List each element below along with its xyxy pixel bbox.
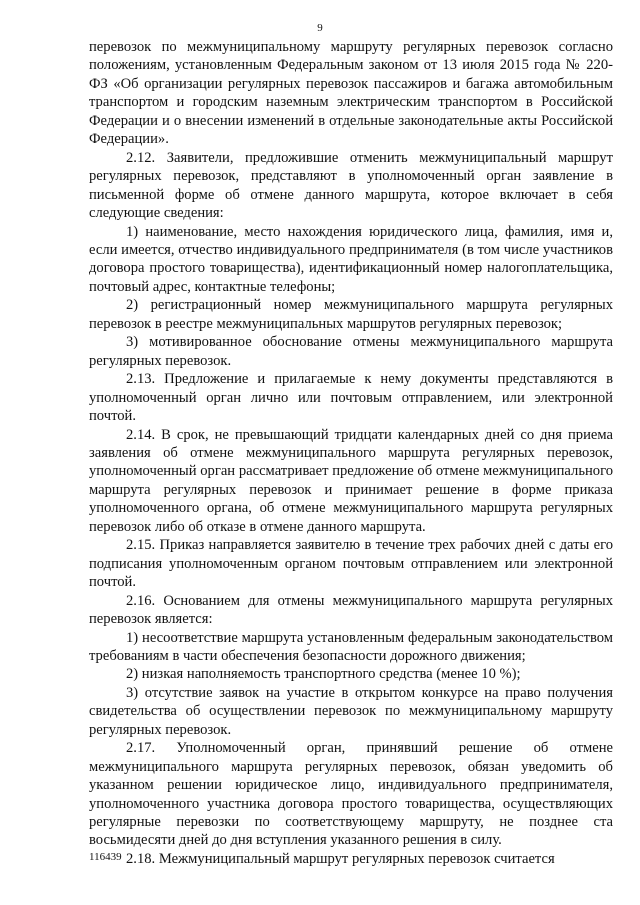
paragraph-2-12-item-3: 3) мотивированное обоснование отмены межмуниципального маршрута регулярных перевозок. <box>89 334 613 369</box>
document-code: 116439 <box>89 851 122 863</box>
paragraph-2-16-item-1: 1) несоответствие маршрута установленным федеральным законодательством требованиям в части обеспечения безопасности дорожного движения; <box>89 629 613 664</box>
paragraph-2-15: 2.15. Приказ направляется заявителю в течение трех рабочих дней с даты его подписания уполномоченным органом почтовым отправлением или электронной почтой. <box>89 537 613 591</box>
paragraph-2-17: 2.17. Уполномоченный орган, принявший решение об отмене межмуниципального маршрута регулярных перевозок, обязан уведомить об указанном решении юридическое лицо, индивидуального предпринимателя, уполномоченного участника договора простого товарищества, осуществляющих регулярные перевозки по соответствующему маршруту, не позднее ста восьмидесяти дней до дня вступления указанного решения в силу. <box>89 740 613 849</box>
paragraph-2-14: 2.14. В срок, не превышающий тридцати календарных дней со дня приема заявления об отмене межмуниципального маршрута регулярных перевозок, уполномоченный орган рассматривает предложение об отмене межмуниципального маршрута регулярных перевозок и принимает решение в форме приказа уполномоченного органа, об отмене межмуниципального маршрута регулярных перевозок либо об отказе в отмене данного маршрута. <box>89 426 613 535</box>
document-body <box>89 38 613 868</box>
page-number: 9 <box>317 22 323 34</box>
paragraph-2-18: 2.18. Межмуниципальный маршрут регулярных перевозок считается <box>126 850 555 867</box>
paragraph-2-16: 2.16. Основанием для отмены межмуниципального маршрута регулярных перевозок является: <box>89 592 613 628</box>
paragraph-continuation: перевозок по межмуниципальному маршруту регулярных перевозок согласно положениям, установленным Федеральным законом от 13 июля 2015 года № 220-ФЗ «Об организации регулярных перевозок пассажиров и багажа автомобильным транспортом и городским наземным электрическим транспортом в Российской Федерации и о внесении изменений в отдельные законодательные акты Российской Федерации». <box>89 39 613 148</box>
paragraph-2-16-item-2: 2) низкая наполняемость транспортного средства (менее 10 %); <box>126 666 521 683</box>
paragraph-2-12-item-2: 2) регистрационный номер межмуниципального маршрута регулярных перевозок в реестре межмуниципальных маршрутов регулярных перевозок; <box>89 297 613 332</box>
paragraph-2-12: 2.12. Заявители, предложившие отменить межмуниципальный маршрут регулярных перевозок, представляют в уполномоченный орган заявление в письменной форме об отмене данного маршрута, которое включает в себя следующие сведения: <box>89 149 613 222</box>
paragraph-2-12-item-1: 1) наименование, место нахождения юридического лица, фамилия, имя и, если имеется, отчество индивидуального предпринимателя (в том числе участников договора простого товарищества), идентификационный номер налогоплательщика, почтовый адрес, контактные телефоны; <box>89 223 613 295</box>
paragraph-2-16-item-3: 3) отсутствие заявок на участие в открытом конкурсе на право получения свидетельства об осуществлении перевозок по межмуниципальному маршруту регулярных перевозок. <box>89 684 613 738</box>
paragraph-2-13: 2.13. Предложение и прилагаемые к нему документы представляются в уполномоченный орган лично или почтовым отправлением, или электронной почтой. <box>89 371 613 425</box>
